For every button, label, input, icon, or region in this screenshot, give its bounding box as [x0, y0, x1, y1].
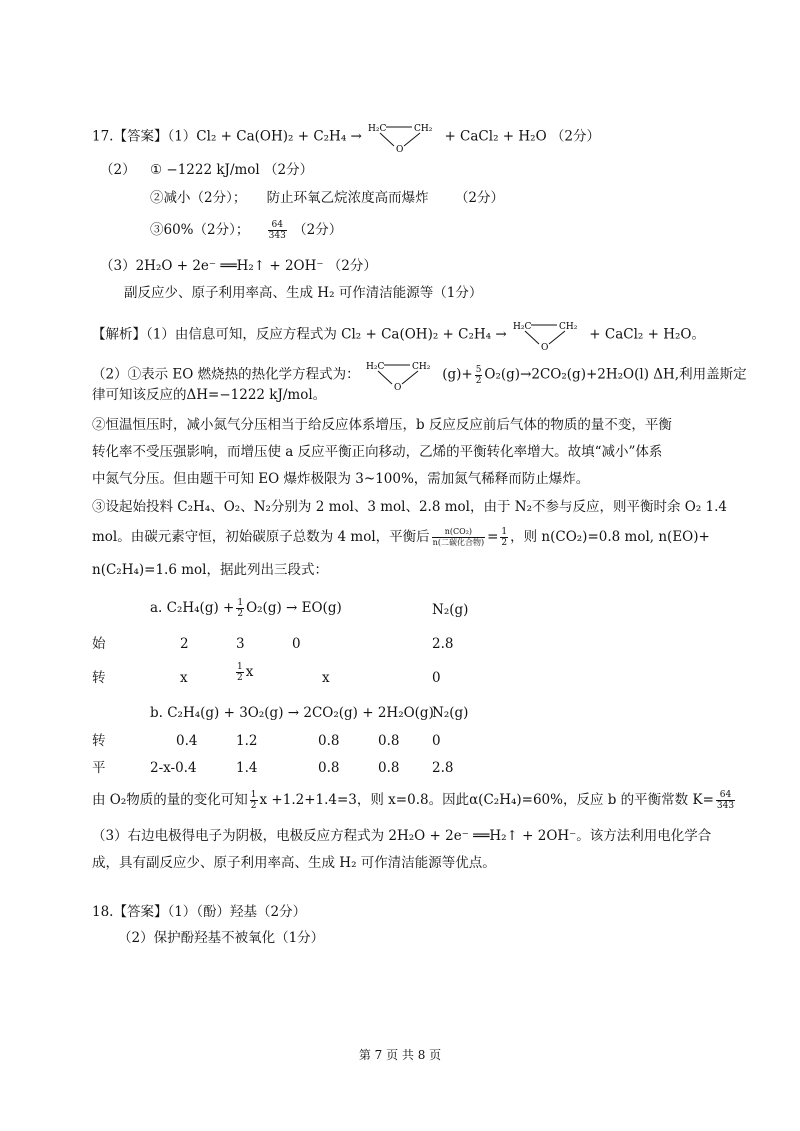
analysis-4-line3: n(C₂H₄)=1.6 mol，据此列出三段式： [92, 562, 328, 578]
q17-p2-2c: （2分） [454, 190, 505, 206]
svg-text:O: O [393, 383, 402, 392]
epoxide-structure-icon [366, 120, 440, 154]
table-cell: 2.8 [432, 636, 454, 652]
q17-p2-2a: ②减小（2分）； [150, 190, 247, 206]
table-a-equation: a. C₂H₄(g) + $\frac{1}{2}$ O₂(g) → EO(g) [150, 598, 342, 619]
table-cell: 0 [292, 636, 301, 652]
analysis-3-line2: 转化率不受压强影响，而增压使 a 反应平衡正向移动，乙烯的平衡转化率增大。故填“减小”体系 [92, 444, 663, 460]
analysis-4-line2 [92, 527, 710, 548]
page-footer: 第 7 页 共 8 页 [358, 1048, 442, 1062]
analysis-2-g: (g)+ [442, 366, 473, 383]
q17-p2-2b: 防止环氧乙烷浓度高而爆炸 [266, 190, 429, 206]
q17-p3: （3）2H₂O + 2e⁻ ══H₂↑ + 2OH⁻ （2分） [100, 258, 377, 274]
fraction-64-343: $\frac{64}{343}$ [716, 790, 735, 811]
table-cell: 2 [180, 636, 189, 652]
table-cell: x [180, 670, 188, 686]
q17-p2-3a: ③60%（2分）； [150, 222, 250, 238]
table-row-label: 转 [92, 670, 106, 686]
table-cell: 1.2 [236, 733, 258, 749]
analysis-6-line2: 成，具有副反应少、原子利用率高、生成 H₂ 可作清洁能源等优点。 [92, 855, 496, 871]
svg-text:O: O [540, 343, 549, 352]
table-row-label: 始 [92, 636, 106, 652]
svg-text:CH₂: CH₂ [414, 124, 433, 134]
analysis-4-line1: ③设起始投料 C₂H₄、O₂、N₂分别为 2 mol、3 mol、2.8 mol，由于 N₂不参与反应，则平衡时余 O₂ 1.4 [92, 499, 728, 515]
epoxide-structure-icon [511, 318, 585, 352]
q17-p2-3b: （2分） [293, 222, 343, 238]
svg-text:H₂C: H₂C [512, 322, 532, 332]
epoxide-structure-icon [364, 358, 438, 392]
analysis-3-line1: ②恒温恒压时，减小氮气分压相当于给反应体系增压，b 反应反应前后气体的物质的量不变，平衡 [92, 417, 672, 433]
table-cell: 0.4 [176, 733, 198, 749]
table-cell: 3 [236, 636, 245, 652]
q18-answer-line1: 18.【答案】（1）（酚）羟基（2分） [92, 904, 307, 920]
table-cell: 2.8 [432, 760, 454, 776]
fraction-1-2: $\frac{1}{2}$ [250, 790, 257, 811]
table-cell: 0.8 [318, 733, 340, 749]
fraction-1-2: $\frac{1}{2}$ [237, 598, 244, 619]
fraction-5-2: $\frac{5}{2}$ [475, 364, 482, 386]
analysis-2-line2: 律可知该反应的ΔH=−1222 kJ/mol。 [92, 387, 327, 403]
analysis-1-head: 【解析】（1）由信息可知，反应方程式为 Cl₂ + Ca(OH)₂ + C₂H₄ → [92, 326, 507, 343]
q17-answer-tail: + CaCl₂ + H₂O （2分） [444, 128, 601, 145]
q17-p2-1: ① −1222 kJ/mol （2分） [150, 162, 314, 178]
table-b-n2: N₂(g) [432, 705, 469, 721]
table-cell: 0 [432, 733, 441, 749]
fraction-64-343: $\frac{64}{343}$ [268, 220, 286, 241]
svg-text:H₂C: H₂C [365, 362, 385, 372]
svg-text:O: O [396, 145, 404, 154]
table-row-label: 转 [92, 733, 106, 749]
table-cell: 0.8 [378, 733, 400, 749]
svg-text:CH₂: CH₂ [558, 322, 578, 332]
table-cell: 0.8 [318, 760, 340, 776]
analysis-4-l2a: mol。由碳元素守恒，初始碳原子总数为 4 mol，平衡后 [92, 529, 430, 545]
svg-text:CH₂: CH₂ [411, 362, 431, 372]
q17-p2-2 [150, 188, 504, 208]
table-a-n2: N₂(g) [432, 602, 469, 618]
q18-answer-line2: （2）保护酚羟基不被氧化（1分） [118, 930, 325, 946]
q17-answer-line [92, 120, 600, 154]
analysis-4-l2b: ，则 n(CO₂)=0.8 mol, n(EO)+ [510, 529, 710, 545]
analysis-3-line3: 中氮气分压。但由题干可知 EO 爆炸极限为 3~100%，需加氮气稀释而防止爆炸。 [92, 471, 590, 487]
analysis-2-tail: O₂(g)→2CO₂(g)+2H₂O(l) ΔH,利用盖斯定 [484, 366, 747, 383]
analysis-5: 由 O₂物质的量的变化可知 $\frac{1}{2}$ x +1.2+1.4=3，则 x=0.8。因此α(C₂H₄)=60%，反应 b 的平衡常数 K= $\frac{64}{343}$ [92, 790, 735, 811]
table-cell: x [322, 670, 330, 686]
table-b-equation: b. C₂H₄(g) + 3O₂(g) → 2CO₂(g) + 2H₂O(g) [150, 705, 434, 721]
table-cell: $\frac{1}{2}$ x [237, 662, 254, 683]
table-row-label: 平 [92, 760, 106, 776]
fraction-1-2: $\frac{1}{2}$ [501, 527, 508, 548]
svg-text:H₂C: H₂C [368, 124, 387, 134]
fraction-1-2: $\frac{1}{2}$ [237, 662, 243, 683]
table-cell: 1.4 [236, 760, 258, 776]
analysis-6-line1: （3）右边电极得电子为阴极，电极反应方程式为 2H₂O + 2e⁻ ══H₂↑ + 2OH⁻。该方法利用电化学合 [92, 828, 712, 844]
q17-p2-3 [150, 220, 342, 241]
table-cell: 0.8 [378, 760, 400, 776]
table-cell: 0 [432, 670, 441, 686]
equals-sign: = [487, 529, 499, 545]
analysis-2-head: （2）①表示 EO 燃烧热的热化学方程式为： [92, 366, 360, 383]
fraction-nco2: $\frac{\text{n(CO₂)}}{\text{n(二碳化合物)}}$ [432, 527, 485, 547]
q17-p3b: 副反应少、原子利用率高、生成 H₂ 可作清洁能源等（1分） [124, 285, 483, 301]
table-cell: 2-x-0.4 [150, 760, 197, 776]
analysis-1-tail: + CaCl₂ + H₂O。 [589, 326, 705, 343]
q17-p2-label: （2） [100, 162, 136, 178]
q17-answer-head: 17.【答案】（1）Cl₂ + Ca(OH)₂ + C₂H₄ → [92, 128, 362, 145]
analysis-1 [92, 318, 705, 352]
